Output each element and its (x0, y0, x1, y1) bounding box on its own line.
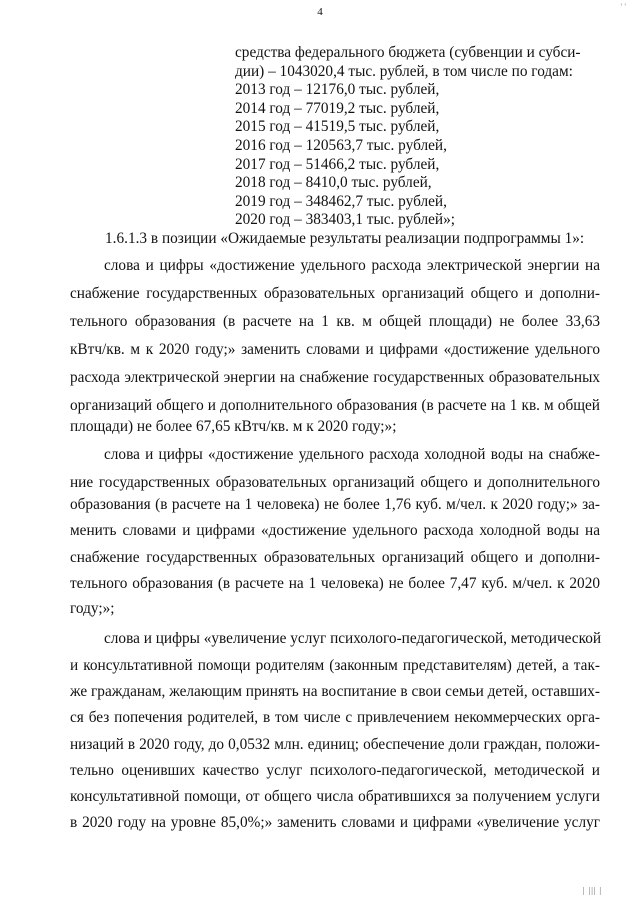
paragraph-line: снабжение государственных образовательных организаций общего и дополни- (70, 549, 600, 566)
footer-mark: | ||| | (582, 886, 602, 895)
paragraph-line: снабжение государственных образовательных организаций общего и дополни- (70, 285, 600, 302)
paragraph-line: площади) не более 67,65 кВтч/кв. м к 2020 году;»; (70, 418, 397, 435)
paragraph-line: же гражданам, желающим принять на воспитание в свои семьи детей, оставших- (70, 683, 600, 700)
funding-year-line: 2018 год – 8410,0 тыс. рублей, (235, 174, 432, 192)
funding-year-line: 2014 год – 77019,2 тыс. рублей, (235, 99, 440, 117)
funding-intro-line: средства федерального бюджета (субвенции и субси- (235, 44, 581, 61)
funding-year-line: 2013 год – 12176,0 тыс. рублей, (235, 81, 440, 99)
section-heading: 1.6.1.3 в позиции «Ожидаемые результаты реализации подпрограммы 1»: (105, 230, 585, 247)
funding-year-line: 2019 год – 348462,7 тыс. рублей, (235, 192, 447, 210)
funding-intro-line: дии) – 1043020,4 тыс. рублей, в том числе по годам: (235, 62, 573, 80)
paragraph-line: низаций в 2020 году, до 0,0532 млн. единиц; обеспечение доли граждан, положи- (70, 736, 600, 753)
funding-year-line: 2016 год – 120563,7 тыс. рублей, (235, 136, 447, 154)
funding-block (235, 44, 620, 230)
paragraph-line: и консультативной помощи родителям (законным представителям) детей, а так- (70, 657, 600, 674)
paragraph-line: ние государственных образовательных организаций общего и дополнительного (70, 474, 600, 491)
paragraph-line: тельного образования (в расчете на 1 человека) не более 7,47 куб. м/чел. к 2020 (70, 575, 600, 592)
paragraph-line: тельного образования (в расчете на 1 кв. м общей площади) не более 33,63 (70, 313, 600, 330)
page-number: 4 (317, 6, 323, 18)
paragraph-line: кВтч/кв. м к 2020 году;» заменить словами и цифрами «достижение удельного (70, 341, 600, 358)
paragraph-line: консультативной помощи, от общего числа обратившихся за получением услуги (70, 788, 600, 805)
paragraph-line: менить словами и цифрами «достижение удельного расхода холодной воды на (70, 522, 600, 539)
paragraph-line: тельно оценивших качество услуг психолого-педагогической, методической и (70, 762, 600, 779)
corner-mark: ' ' (620, 2, 626, 12)
funding-year-line: 2020 год – 383403,1 тыс. рублей»; (235, 211, 455, 229)
funding-year-line: 2017 год – 51466,2 тыс. рублей, (235, 155, 440, 173)
paragraph-line: слова и цифры «достижение удельного расхода электрической энергии на (104, 257, 600, 274)
paragraph-line: слова и цифры «увеличение услуг психолого-педагогической, методической (104, 630, 602, 647)
paragraph-line: образования (в расчете на 1 человека) не более 1,76 куб. м/чел. к 2020 году;» за- (70, 496, 600, 513)
paragraph-line: расхода электрической энергии на снабжение государственных образовательных (70, 369, 600, 386)
funding-year-line: 2015 год – 41519,5 тыс. рублей, (235, 118, 440, 136)
paragraph-line: слова и цифры «достижение удельного расхода холодной воды на снабже- (104, 446, 600, 463)
paragraph-line: году;»; (70, 600, 115, 617)
paragraph-line: в 2020 году на уровне 85,0%;» заменить словами и цифрами «увеличение услуг (70, 814, 600, 831)
paragraph-line: организаций общего и дополнительного образования (в расчете на 1 кв. м общей (70, 397, 600, 414)
paragraph-line: ся без попечения родителей, в том числе с привлечением некоммерческих орга- (70, 709, 600, 726)
